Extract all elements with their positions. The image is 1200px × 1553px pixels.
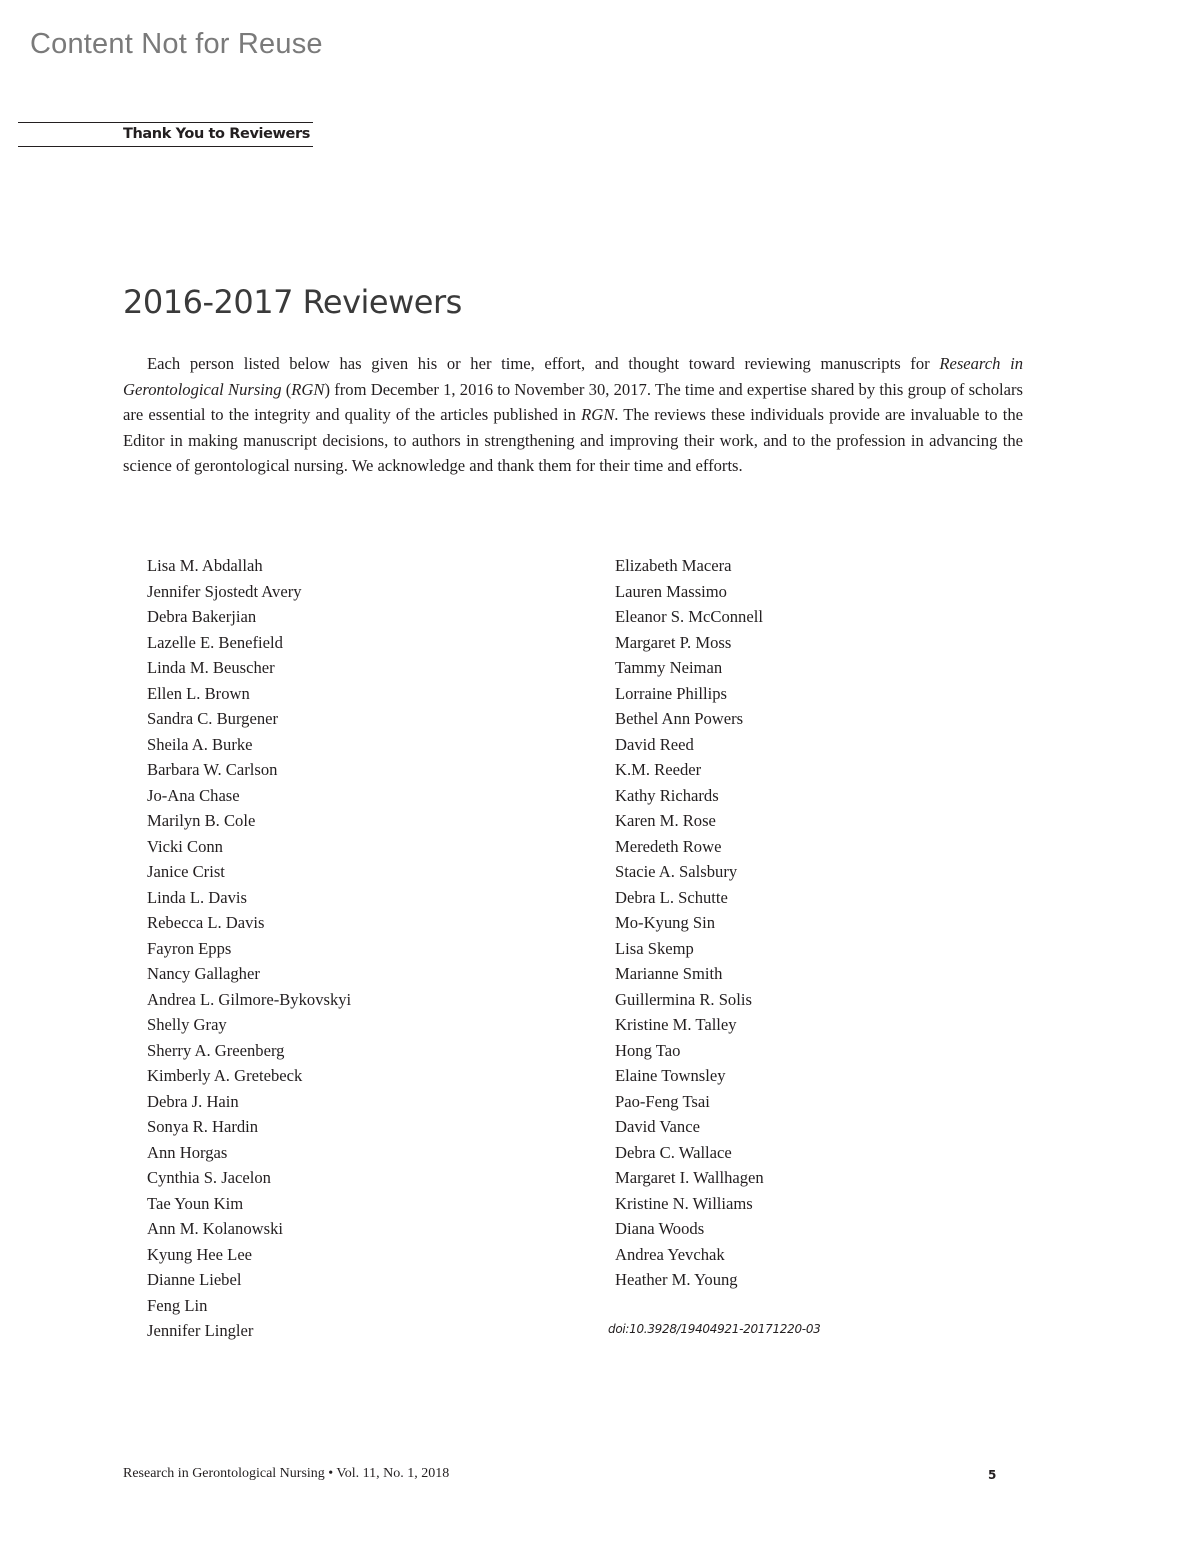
reviewer-name: Andrea L. Gilmore-Bykovskyi xyxy=(147,989,352,1009)
reviewer-name: Lauren Massimo xyxy=(615,581,727,601)
reviewer-name: Tammy Neiman xyxy=(615,658,723,677)
reviewer-name: Elaine Townsley xyxy=(615,1066,726,1085)
reviewer-name: Sherry A. Greenberg xyxy=(147,1040,285,1060)
reviewer-name: Margaret P. Moss xyxy=(615,632,732,652)
reviewer-name: Diana Woods xyxy=(615,1219,705,1238)
reviewer-name: Jo-Ana Chase xyxy=(147,785,240,805)
intro-text-1: Each person listed below has given his or her time, effort, and thought toward reviewing manuscripts for xyxy=(147,354,940,373)
reviewer-name: Hong Tao xyxy=(615,1040,681,1060)
reviewer-name: Kristine N. Williams xyxy=(615,1193,753,1213)
reviewer-name: Eleanor S. McConnell xyxy=(615,607,763,626)
reviewer-name: Kyung Hee Lee xyxy=(147,1244,253,1264)
reviewer-name: Kathy Richards xyxy=(615,785,719,805)
reviewer-name: Mo-Kyung Sin xyxy=(615,913,716,932)
journal-name: Research in Gerontological Nursing xyxy=(123,354,1023,399)
reviewer-name: Sandra C. Burgener xyxy=(147,709,279,728)
reviewer-name: Nancy Gallagher xyxy=(147,964,260,983)
intro-text-2: ( xyxy=(281,379,292,399)
reviewer-name: Linda M. Beuscher xyxy=(147,658,275,677)
reviewer-name: Lorraine Phillips xyxy=(615,683,727,703)
reviewer-name: Jennifer Sjostedt Avery xyxy=(147,581,302,601)
reviewer-name: Heather M. Young xyxy=(615,1270,738,1289)
reviewer-list-right xyxy=(615,553,764,1293)
reviewer-name: Bethel Ann Powers xyxy=(615,709,744,728)
reviewer-name: Marianne Smith xyxy=(615,964,723,983)
reviewer-name: Ann Horgas xyxy=(147,1142,228,1162)
reviewer-name: Stacie A. Salsbury xyxy=(615,862,738,881)
reviewer-name: Debra C. Wallace xyxy=(615,1142,732,1162)
intro-text-3: ) from December 1, 2016 to November 30, 2017. The time and expertise shared by this group of scholars are essential to the integrity and quality of the articles published in xyxy=(123,379,1023,424)
reviewer-name: Lisa Skemp xyxy=(615,938,694,958)
reviewer-name: Karen M. Rose xyxy=(615,811,716,830)
journal-abbreviation-2: RGN xyxy=(581,405,615,424)
reviewer-name: K.M. Reeder xyxy=(615,760,702,779)
reviewer-name: David Vance xyxy=(615,1117,700,1136)
reviewer-name: Cynthia S. Jacelon xyxy=(147,1168,271,1187)
reviewer-name: Kristine M. Talley xyxy=(615,1015,737,1034)
section-tag-label: Thank You to Reviewers xyxy=(123,126,310,142)
reviewer-name: Fayron Epps xyxy=(147,938,232,958)
reviewer-name: Rebecca L. Davis xyxy=(147,913,265,932)
reviewer-name: Debra Bakerjian xyxy=(147,607,257,626)
page-number: 5 xyxy=(988,1468,997,1482)
reviewer-name: Dianne Liebel xyxy=(147,1270,242,1289)
reviewer-name: Pao-Feng Tsai xyxy=(615,1091,710,1111)
reviewer-name: Ellen L. Brown xyxy=(147,683,250,703)
reviewer-name: Marilyn B. Cole xyxy=(147,811,256,830)
reviewer-name: David Reed xyxy=(615,734,694,754)
intro-text-4: . The reviews these individuals provide are invaluable to the Editor in making manuscript decisions, to authors in strengthening and improving their work, and to the profession in advancing the science of gerontological nursing. We acknowledge and thank them for their time and efforts. xyxy=(123,405,1023,475)
reviewer-name: Debra J. Hain xyxy=(147,1091,239,1111)
journal-abbreviation: RGN xyxy=(291,379,325,399)
reviewer-name: Andrea Yevchak xyxy=(615,1244,725,1264)
reviewer-name: Linda L. Davis xyxy=(147,887,248,907)
reviewer-name: Jennifer Lingler xyxy=(147,1321,254,1340)
watermark-text: Content Not for Reuse xyxy=(30,28,323,60)
reviewer-name: Guillermina R. Solis xyxy=(615,989,752,1009)
reviewer-name: Barbara W. Carlson xyxy=(147,760,278,779)
page-title: 2016-2017 Reviewers xyxy=(123,283,462,321)
reviewer-name: Feng Lin xyxy=(147,1295,208,1315)
reviewer-name: Sheila A. Burke xyxy=(147,734,253,754)
reviewer-name: Vicki Conn xyxy=(147,836,223,856)
reviewer-list-left xyxy=(147,553,351,1344)
reviewer-name: Shelly Gray xyxy=(147,1015,227,1034)
reviewer-name: Lisa M. Abdallah xyxy=(147,556,263,575)
intro-paragraph xyxy=(123,351,1023,479)
footer-journal-info: Research in Gerontological Nursing • Vol. 11, No. 1, 2018 xyxy=(123,1466,450,1481)
reviewer-name: Tae Youn Kim xyxy=(147,1193,244,1213)
reviewer-name: Janice Crist xyxy=(147,862,225,881)
reviewer-name: Margaret I. Wallhagen xyxy=(615,1168,764,1187)
section-tag xyxy=(18,122,313,147)
reviewer-name: Meredeth Rowe xyxy=(615,836,722,856)
reviewer-name: Debra L. Schutte xyxy=(615,887,728,907)
doi-reference: doi:10.3928/19404921-20171220-03 xyxy=(608,1322,821,1336)
reviewer-name: Kimberly A. Gretebeck xyxy=(147,1066,303,1085)
reviewer-name: Elizabeth Macera xyxy=(615,556,732,575)
reviewer-name: Sonya R. Hardin xyxy=(147,1117,259,1136)
reviewer-name: Lazelle E. Benefield xyxy=(147,632,283,652)
reviewer-name: Ann M. Kolanowski xyxy=(147,1219,283,1238)
